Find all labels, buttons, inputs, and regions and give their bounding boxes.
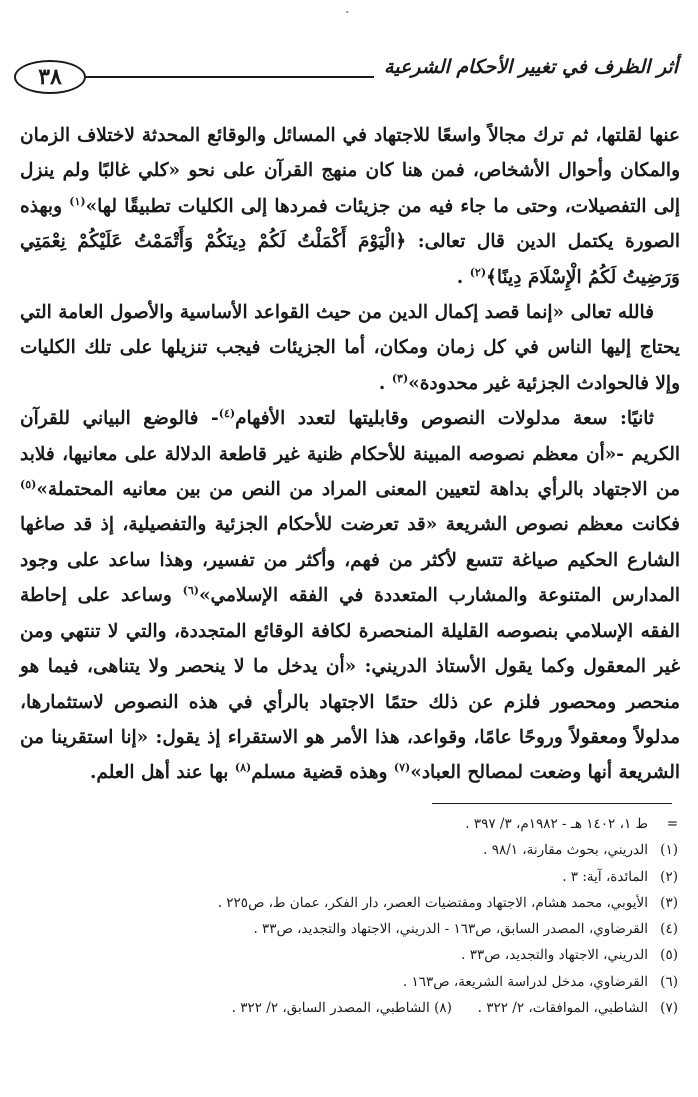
footnote-item: [20, 890, 678, 916]
page-number: ٣٨: [14, 60, 86, 94]
footnote-text: القرضاوي، المصدر السابق، ص١٦٣ - الدريني، الاجتهاد والتجديد، ص٣٣ .: [253, 921, 648, 938]
footnote-ref-5: (٥): [20, 477, 37, 491]
footnote-ref-2: (٢): [469, 265, 487, 279]
continuation-mark: =: [666, 816, 678, 832]
footnote-text: المائدة، آية: ٣ .: [562, 868, 648, 885]
p3-text-c: فكانت معظم نصوص الشريعة «قد تعرضت للأحكام الجزئية والتفصيلية، إذ قد صاغها الشارع الحكيم صياغة تتسع لأكثر من فهم، وأكثر من تفسير، وهذا ساعد على وجود المدارس المتنوعة والمشارب المتعددة في الفقه الإسلامي»: [20, 514, 680, 607]
p3-text-b: - فالوضع البياني للقرآن الكريم -«أن معظم نصوصه المبينة للأحكام ظنية غير قاطعة الدلالة على معانيها، فلابد من الاجتهاد بالرأي بداهة لتعيين المعنى المراد من النص من بين معانيه المحتملة»: [20, 408, 680, 501]
footnote-number: (٥): [660, 947, 678, 964]
footnote-separator: [432, 803, 672, 804]
footnote-text: الأيوبي، محمد هشام، الاجتهاد ومقتضيات العصر، دار الفكر، عمان ط، ص٢٢٥ .: [217, 894, 648, 911]
footnote-number: (٣): [660, 894, 678, 911]
paragraph-3: [20, 401, 680, 790]
p1-text-b: وبهذه الصورة يكتمل الدين قال تعالى:: [20, 195, 680, 253]
footnote-number: (٤): [660, 921, 678, 938]
continuation-text: ط ١، ١٤٠٢ هـ - ١٩٨٢م، ٣/ ٣٩٧ .: [465, 816, 648, 832]
footnote-text: القرضاوي، مدخل لدراسة الشريعة، ص١٦٣ .: [402, 973, 648, 990]
paragraph-1: [20, 118, 680, 295]
footnote-number: (١): [660, 842, 678, 859]
footnote-ref-6: (٦): [182, 584, 199, 598]
footnote-item: [20, 916, 678, 942]
p2-text-a: فالله تعالى «إنما قصد إكمال الدين من حيث القواعد الأساسية والأصول العامة التي يحتاج إليها الناس في كل زمان ومكان، أما الجزيئات فيجب تنزيلها على تلك الكليات وإلا فالحوادث الجزئية غير محدودة»: [20, 302, 680, 394]
footnote-ref-7: (٧): [393, 761, 411, 775]
footnote-continuation: [20, 811, 678, 837]
footnote-item: [20, 864, 678, 890]
main-text: [20, 118, 680, 791]
paragraph-2: [20, 295, 680, 401]
footnote-number: (٧): [660, 1000, 678, 1017]
footnote-number: (٦): [660, 973, 678, 990]
page-header: [14, 58, 684, 102]
p1-text-c: .: [456, 266, 470, 288]
p3-text-d: وساعد على إحاطة الفقه الإسلامي بنصوصه القليلة المنحصرة لكافة الوقائع المتجددة، والتي لا تنتهي ومن غير المعقول وكما يقول الأستاذ الدريني: «أن يدخل ما لا ينحصر ولا يتناهى، فيما هو منحصر ومحصور فلزم عن ذلك حتمًا الاجتهاد بالرأي في هذه النصوص لاستثمارها، مدلولاً ومعقولاً وروحًا عامًا، وقواعد، هذا الأمر هو الاستقراء إذ يقول: «إنا استقرينا من الشريعة أنها وضعت لمصالح العباد»: [20, 585, 680, 784]
footnote-item: [20, 942, 678, 968]
footnote-ref-8: (٨): [234, 761, 252, 775]
p3-text-a: سعة مدلولات النصوص وقابليتها لتعدد الأفهام: [235, 408, 621, 430]
section-lead: ثانيًا:: [620, 408, 654, 430]
footnote-ref-4: (٤): [218, 407, 236, 421]
footnote-ref-1: (١): [69, 194, 86, 208]
p3-text-e: وهذه قضية مسلم: [251, 762, 394, 784]
footnote-item: [20, 995, 678, 1021]
footnote-item: [20, 837, 678, 863]
p3-text-f: بها عند أهل العلم.: [89, 762, 235, 784]
footnotes: [20, 811, 678, 1021]
footnote-number: (٢): [660, 868, 678, 885]
p1-text-a: عنها لقلتها، ثم ترك مجالاً واسعًا للاجتهاد في المسائل والوقائع المحدثة لاختلاف الزمان والمكان وأحوال الأشخاص، فمن هنا كان منهج القرآن على نحو «كلي غالبًا ولم ينزل إلى التفصيلات، وحتى ما جاء فيه من جزيئات فمردها إلى الكليات تطبيقًا لها»: [20, 125, 680, 217]
running-title: أثر الظرف في تغيير الأحكام الشرعية: [374, 56, 684, 78]
p2-text-b: .: [378, 372, 392, 394]
footnote-item: [20, 969, 678, 995]
footnote-text: الشاطبي، الموافقات، ٢/ ٣٢٢ . (٨) الشاطبي، المصدر السابق، ٢/ ٣٢٢ .: [231, 1000, 648, 1017]
footnote-text: الدريني، الاجتهاد والتجديد، ص٣٣ .: [461, 947, 648, 964]
footnote-text: الدريني، بحوث مقارنة، ٩٨/١ .: [483, 842, 648, 859]
quran-verse: ﴿الْيَوْمَ أَكْمَلْتُ لَكُمْ دِينَكُمْ وَأَتْمَمْتُ عَلَيْكُمْ نِعْمَتِي وَرَضِيتُ لَكُمُ الْإِسْلَامَ دِينًا﴾: [20, 231, 680, 288]
footnote-ref-3: (٣): [391, 371, 409, 385]
